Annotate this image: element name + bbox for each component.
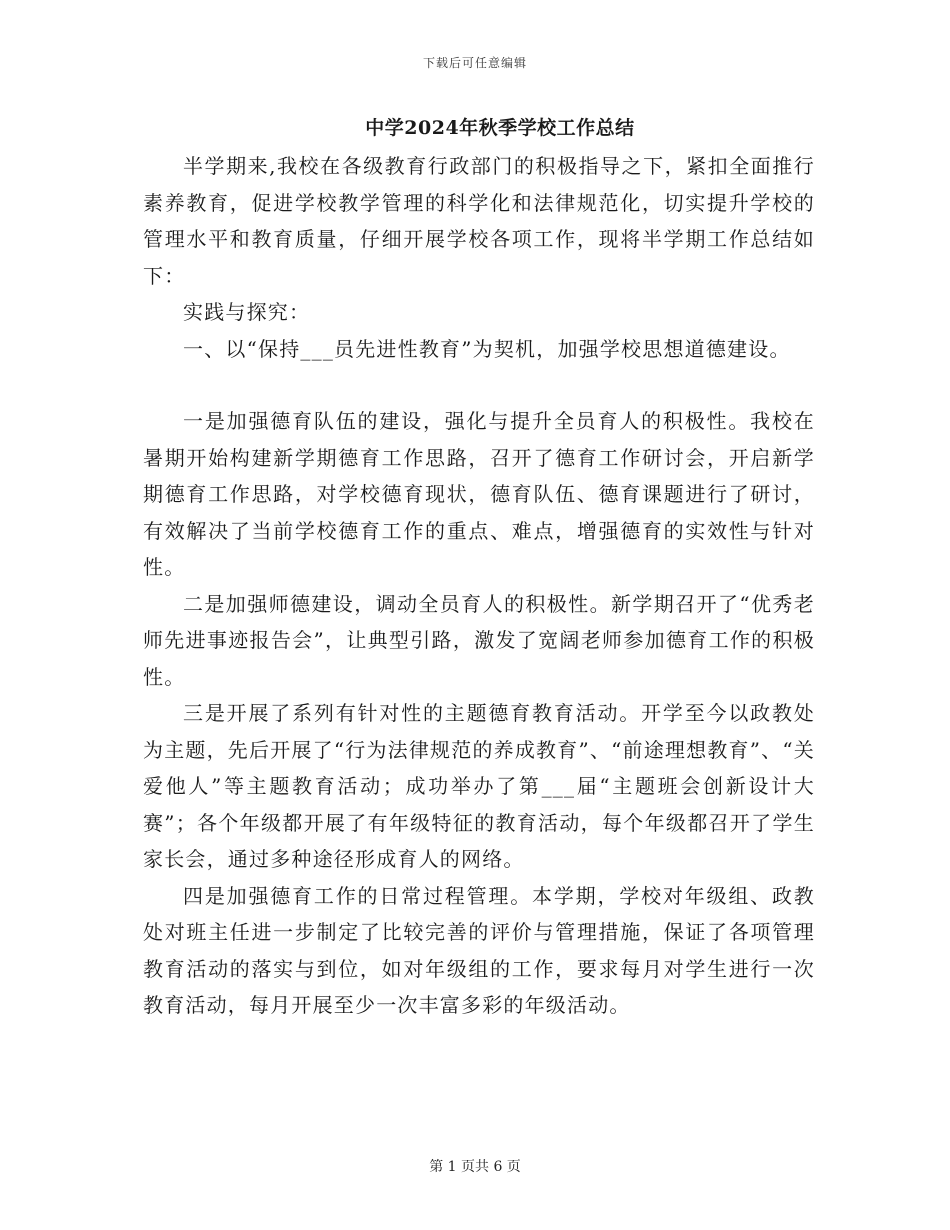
paragraph-point-2: 二是加强师德建设，调动全员育人的积极性。新学期召开了“优秀老师先进事迹报告会”，让典型引路，激发了宽阔老师参加德育工作的积极性。 [143, 591, 815, 689]
paragraph-point-3: 三是开展了系列有针对性的主题德育教育活动。开学至今以政教处为主题，先后开展了“行为法律规范的养成教育”、“前途理想教育”、“关爱他人”等主题教育活动；成功举办了第___届“主题班会创新设计大赛”；各个年级都开展了有年级特征的教育活动，每个年级都召开了学生家长会，通过多种途径形成育人的网络。 [143, 701, 815, 871]
paragraph-item-heading: 一、以“保持___员先进性教育”为契机，加强学校思想道德建设。 [183, 336, 791, 361]
paragraph-point-1: 一是加强德育队伍的建设，强化与提升全员育人的积极性。我校在暑期开始构建新学期德育工作思路，召开了德育工作研讨会，开启新学期德育工作思路，对学校德育现状，德育队伍、德育课题进行了研讨，有效解决了当前学校德育工作的重点、难点，增强德育的实效性与针对性。 [143, 409, 815, 579]
paragraph-point-4: 四是加强德育工作的日常过程管理。本学期，学校对年级组、政教处对班主任进一步制定了比较完善的评价与管理措施，保证了各项管理教育活动的落实与到位，如对年级组的工作，要求每月对学生进行一次教育活动，每月开展至少一次丰富多彩的年级活动。 [143, 883, 815, 1017]
paragraph-section-heading: 实践与探究： [183, 300, 311, 324]
paragraph-intro: 半学期来,我校在各级教育行政部门的积极指导之下，紧扣全面推行素养教育，促进学校教学管理的科学化和法律规范化，切实提升学校的管理水平和教育质量，仔细开展学校各项工作，现将半学期工作总结如下： [143, 154, 815, 288]
document-title: 中学2024年秋季学校工作总结 [365, 117, 635, 139]
page-number: 第 1 页共 6 页 [429, 1159, 521, 1175]
document-body [143, 148, 815, 1024]
header-note: 下载后可任意编辑 [422, 56, 527, 70]
